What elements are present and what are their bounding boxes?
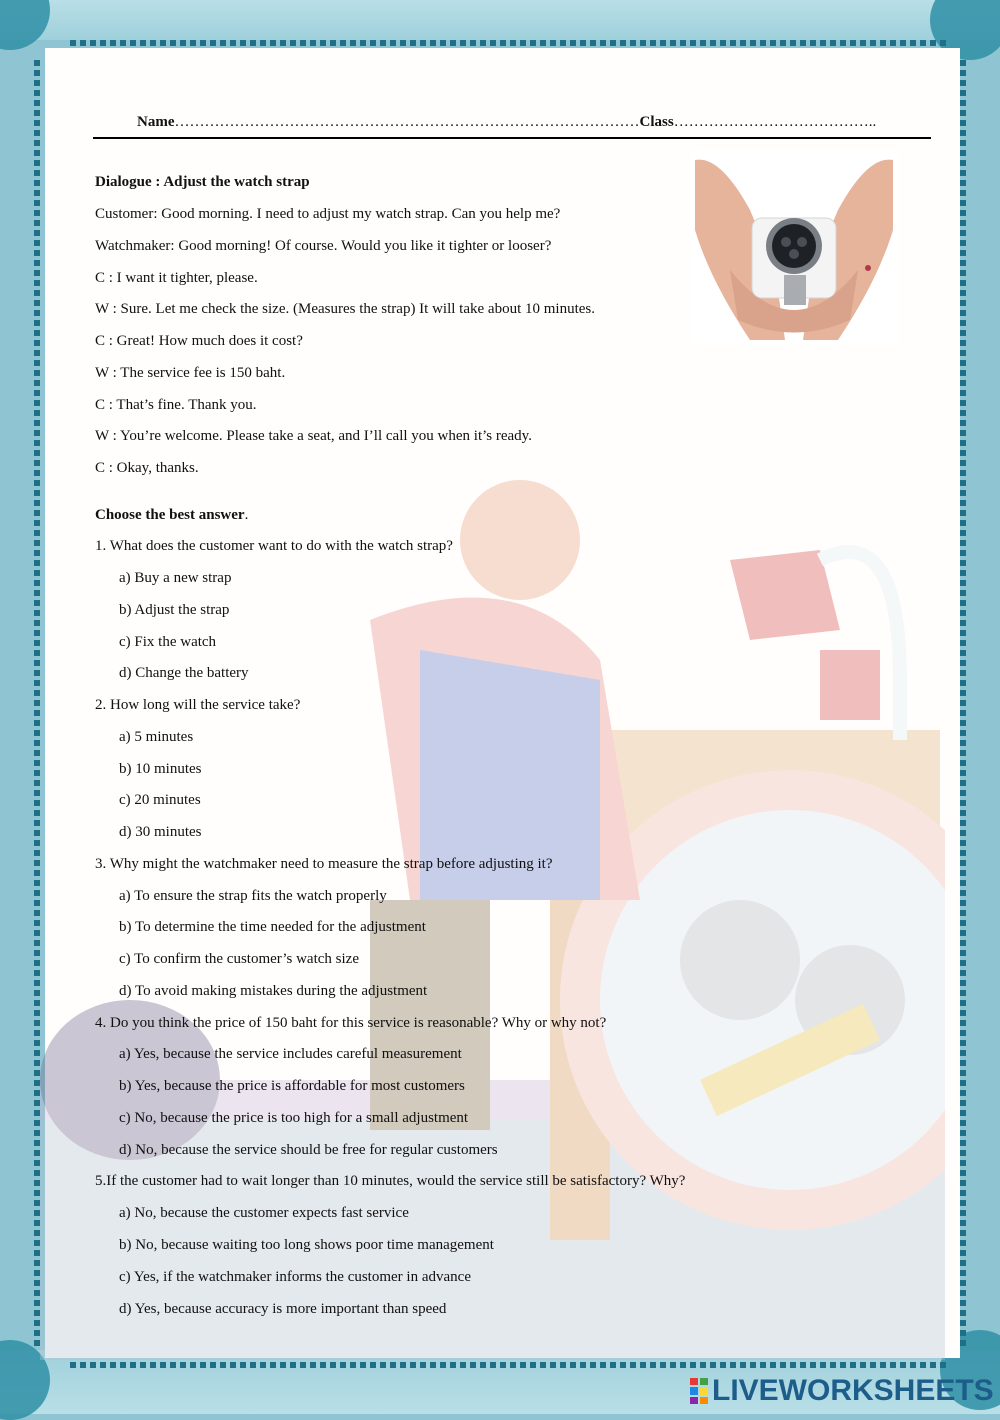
answer-option[interactable]: d) 30 minutes [119,824,202,840]
quiz-instruction-bold: Choose the best answer [95,507,245,523]
dialogue-line: Customer: Good morning. I need to adjust my watch strap. Can you help me? [95,206,561,222]
answer-option[interactable]: a) Yes, because the service includes careful measurement [119,1046,462,1062]
question-text: 2. How long will the service take? [95,697,301,713]
dialogue-line: C : Great! How much does it cost? [95,333,303,349]
answer-option[interactable]: b) Yes, because the price is affordable for most customers [119,1078,465,1094]
answer-option[interactable]: c) Fix the watch [119,634,217,650]
answer-option[interactable]: d) Yes, because accuracy is more important than speed [119,1301,447,1317]
header-rule [93,137,931,139]
answer-option[interactable]: a) No, because the customer expects fast service [119,1205,409,1221]
name-field[interactable] [137,113,876,131]
dialogue-line: W : The service fee is 150 baht. [95,365,286,381]
answer-option[interactable]: c) No, because the price is too high for a small adjustment [119,1110,469,1126]
answer-option[interactable]: d) No, because the service should be free for regular customers [119,1142,498,1158]
dialogue-line: C : I want it tighter, please. [95,270,258,286]
class-label: Class [639,114,674,130]
answer-option[interactable]: a) 5 minutes [119,729,194,745]
quiz-instruction-tail: . [244,507,249,523]
watch-in-hands-photo [690,150,898,345]
answer-option[interactable]: b) Adjust the strap [119,602,230,618]
answer-option[interactable]: a) Buy a new strap [119,570,232,586]
answer-option[interactable]: b) To determine the time needed for the adjustment [119,919,426,935]
answer-option[interactable]: b) 10 minutes [119,761,202,777]
dialogue-line: C : Okay, thanks. [95,460,199,476]
question-text: 4. Do you think the price of 150 baht for this service is reasonable? Why or why not? [95,1015,607,1031]
answer-option[interactable]: d) Change the battery [119,665,249,681]
question-text: 5.If the customer had to wait longer than 10 minutes, would the service still be satisfactory? Why? [95,1173,686,1189]
logo-text: LIVEWORKSHEETS [712,1374,994,1407]
name-label: Name [137,114,175,130]
question-text: 1. What does the customer want to do with the watch strap? [95,538,453,554]
dialogue-line: W : Sure. Let me check the size. (Measures the strap) It will take about 10 minutes. [95,301,595,317]
logo-mark-icon [690,1378,708,1404]
answer-option[interactable]: c) 20 minutes [119,792,201,808]
answer-option[interactable]: d) To avoid making mistakes during the adjustment [119,983,428,999]
dialogue-line: C : That’s fine. Thank you. [95,397,257,413]
answer-option[interactable]: c) Yes, if the watchmaker informs the customer in advance [119,1269,471,1285]
liveworksheets-logo [690,1376,994,1406]
name-dots: ………………………………………………………………………………… [174,114,640,130]
answer-option[interactable]: a) To ensure the strap fits the watch properly [119,888,387,904]
dialogue-line: W : You’re welcome. Please take a seat, and I’ll call you when it’s ready. [95,428,532,444]
answer-option[interactable]: c) To confirm the customer’s watch size [119,951,359,967]
dialogue-line: Watchmaker: Good morning! Of course. Would you like it tighter or looser? [95,238,552,254]
quiz-instruction [95,506,248,524]
question-text: 3. Why might the watchmaker need to measure the strap before adjusting it? [95,856,553,872]
class-dots: ………………………………….. [673,114,877,130]
dialogue-title: Dialogue : Adjust the watch strap [95,174,310,190]
answer-option[interactable]: b) No, because waiting too long shows poor time management [119,1237,494,1253]
